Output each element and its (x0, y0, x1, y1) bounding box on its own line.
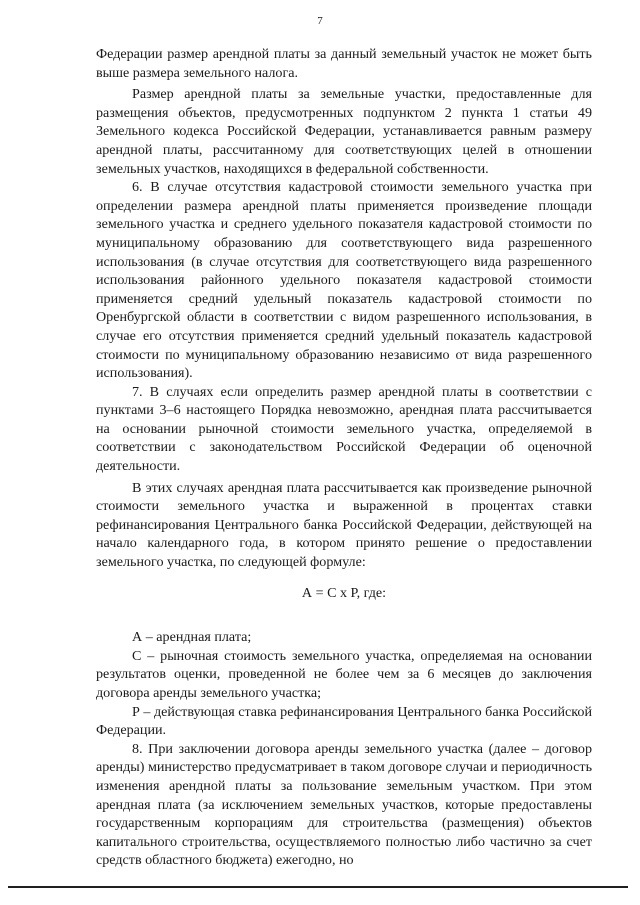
paragraph-item-8: 8. При заключении договора аренды земельного участка (далее – договор аренды) министерство предусматривает в таком договоре случаи и периодичность изменения арендной платы за пользование земельным участком. При этом арендная плата (за исключением земельных участков, которые предоставлены государственным корпорациям для строительства (размещения) объектов капитального строительства, осуществляемого полностью либо частично за счет средств областного бюджета) ежегодно, но (96, 740, 592, 869)
definition-c: С – рыночная стоимость земельного участка, определяемая на основании результатов оценки, проведенной не более чем за 6 месяцев до заключения договора аренды земельного участка; (96, 647, 592, 701)
bottom-rule (8, 886, 628, 888)
document-body (96, 45, 592, 870)
paragraph-item-7: 7. В случаях если определить размер арендной платы в соответствии с пунктами 3–6 настоящего Порядка невозможно, арендная плата рассчитывается на основании рыночной стоимости земельного участка, определяемой в соответствии с законодательством Российской Федерации об оценочной деятельности. (96, 383, 592, 475)
page-number: 7 (317, 15, 323, 27)
definition-a: А – арендная плата; (132, 629, 252, 646)
formula: А = С х Р, где: (301, 584, 387, 601)
paragraph-item-6: 6. В случае отсутствия кадастровой стоимости земельного участка при определении размера арендной платы применяется произведение площади земельного участка и среднего удельного показателя кадастровой стоимости по муниципальному образованию для соответствующего вида разрешенного использования (в случае отсутствия для соответствующего вида разрешенного использования районного удельного показателя кадастровой стоимости применяется средний удельный показатель кадастровой стоимости по Оренбургской области в соответствии с видом разрешенного использования, в случае его отсутствия применяется средний удельный показатель кадастровой стоимости по муниципальному образованию независимо от вида разрешенного использования). (96, 179, 592, 382)
definition-p: Р – действующая ставка рефинансирования Центрального банка Российской Федерации. (96, 703, 592, 739)
paragraph-market-value: В этих случаях арендная плата рассчитывается как произведение рыночной стоимости земельного участка и выраженной в процентах ставки рефинансирования Центрального банка Российской Федерации, действующей на начало календарного года, в котором принято решение о предоставлении земельного участка, по следующей формуле: (96, 479, 592, 571)
paragraph-rent-federal: Размер арендной платы за земельные участки, предоставленные для размещения объектов, предусмотренных подпунктом 2 пункта 1 статьи 49 Земельного кодекса Российской Федерации, устанавливается равным размеру арендной платы, рассчитанному для соответствующих целей в отношении земельных участков, находящихся в федеральной собственности. (96, 86, 592, 177)
paragraph-continuation: Федерации размер арендной платы за данный земельный участок не может быть выше размера земельного налога. (96, 46, 592, 81)
